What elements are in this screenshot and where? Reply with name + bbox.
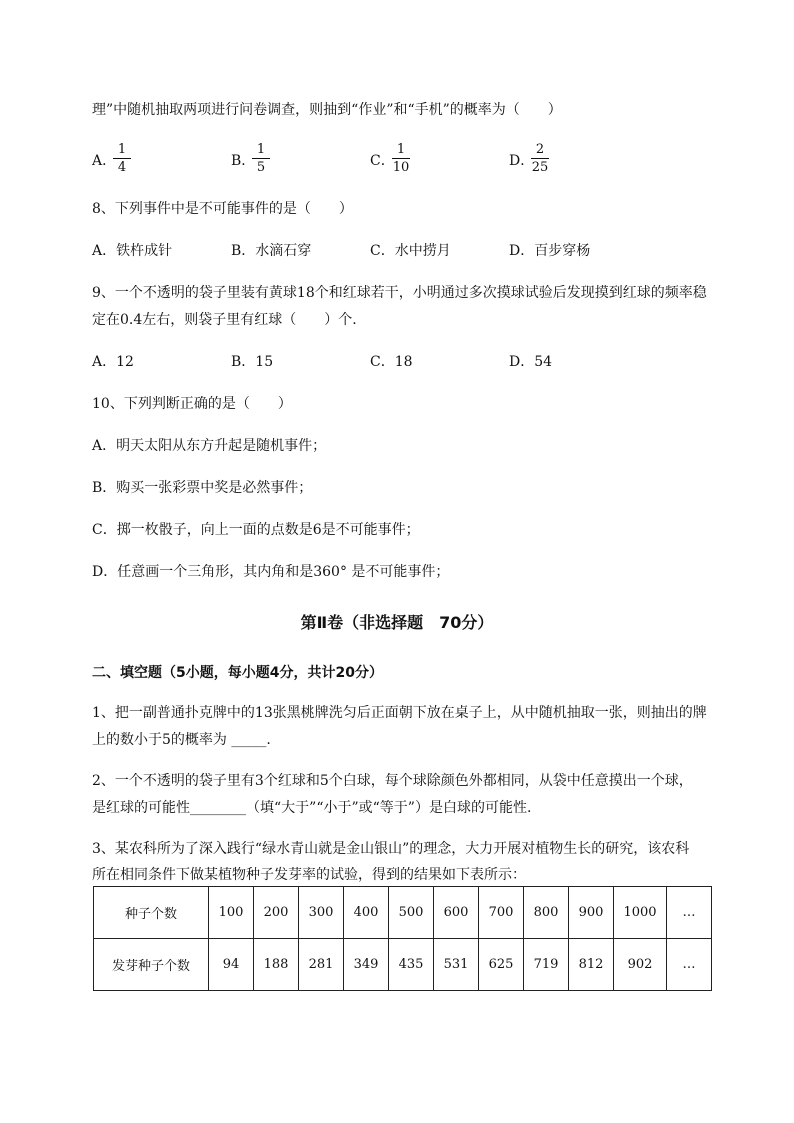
table-cell: 719 (524, 939, 569, 991)
q8-option-b: B．水滴石穿 (231, 243, 312, 259)
table-cell: 188 (254, 939, 299, 991)
q9-option-a: A．12 (92, 354, 134, 370)
table-cell: 900 (569, 887, 614, 939)
germination-table (93, 886, 712, 991)
table-cell: 500 (389, 887, 434, 939)
table-cell: 1000 (614, 887, 667, 939)
section-heading: 二、填空题（5小题，每小题4分，共计20分） (92, 665, 383, 681)
table-cell: 349 (344, 939, 389, 991)
q7-option-a-fraction (110, 142, 134, 175)
row-label-seed-count: 种子个数 (94, 887, 209, 939)
table-cell: 400 (344, 887, 389, 939)
table-cell: 625 (479, 939, 524, 991)
row-label-germinated-count: 发芽种子个数 (94, 939, 209, 991)
q10-stem: 10、下列判断正确的是（ ） (92, 396, 292, 412)
table-cell: 531 (434, 939, 479, 991)
fraction-numerator: 2 (535, 142, 545, 157)
q9-option-d: D．54 (509, 354, 553, 370)
table-cell: 902 (614, 939, 667, 991)
fraction-bar (113, 158, 131, 159)
section-title: 第Ⅱ卷（非选择题 70分） (300, 613, 494, 632)
q8-option-c: C．水中捞月 (370, 243, 451, 259)
fill1-line1: 1、把一副普通扑克牌中的13张黑桃牌洗匀后正面朝下放在桌子上，从中随机抽取一张，则抽出的牌 (92, 705, 707, 721)
table-cell: 281 (299, 939, 344, 991)
table-cell: 700 (479, 887, 524, 939)
q7-option-d-letter: D． (509, 153, 535, 169)
table-row (94, 939, 712, 991)
q8-stem: 8、下列事件中是不可能事件的是（ ） (92, 201, 353, 217)
fraction-numerator: 1 (117, 142, 127, 157)
table-cell: 435 (389, 939, 434, 991)
fraction-denominator: 4 (117, 160, 127, 175)
table-cell: … (667, 939, 712, 991)
q7-option-a-letter: A． (92, 153, 117, 169)
fraction-numerator: 1 (256, 142, 266, 157)
q10-option-d: D．任意画一个三角形，其内角和是360° 是不可能事件； (92, 564, 450, 580)
fraction-denominator: 5 (256, 160, 266, 175)
q8-option-d: D．百步穿杨 (509, 243, 591, 259)
q9-option-b: B．15 (231, 354, 274, 370)
table-cell: 200 (254, 887, 299, 939)
table-cell: 300 (299, 887, 344, 939)
fill3-line2: 所在相同条件下做某植物种子发芽率的试验，得到的结果如下表所示： (92, 867, 526, 883)
table-cell: 800 (524, 887, 569, 939)
q9-stem-line2: 定在0.4左右，则袋子里有红球（ ）个. (92, 312, 357, 328)
q7-option-c-letter: C． (370, 153, 395, 169)
q7-stem-tail: 理”中随机抽取两项进行问卷调查，则抽到“作业”和“手机”的概率为（ ） (92, 102, 562, 118)
q7-option-b-letter: B． (231, 153, 256, 169)
fill1-line2: 上的数小于5的概率为 _____. (92, 732, 271, 748)
q9-stem-line1: 9、一个不透明的袋子里装有黄球18个和红球若干，小明通过多次摸球试验后发现摸到红球的频率稳 (92, 285, 707, 301)
q7-option-b-fraction (249, 142, 273, 175)
fraction-bar (252, 158, 270, 159)
fill2-line1: 2、一个不透明的袋子里有3个红球和5个白球，每个球除颜色外都相同，从袋中任意摸出一个球， (92, 773, 693, 789)
q10-option-a: A．明天太阳从东方升起是随机事件； (92, 438, 327, 454)
fill2-line2: 是红球的可能性________（填“大于”“小于”或“等于”）是白球的可能性. (92, 800, 532, 816)
table-cell: 812 (569, 939, 614, 991)
q9-option-c: C．18 (370, 354, 413, 370)
table-cell: 600 (434, 887, 479, 939)
q7-option-d-fraction (528, 142, 552, 175)
fraction-numerator: 1 (396, 142, 406, 157)
fraction-denominator: 25 (531, 160, 549, 175)
table-cell: … (667, 887, 712, 939)
q10-option-b: B．购买一张彩票中奖是必然事件； (92, 480, 313, 496)
fraction-denominator: 10 (392, 160, 410, 175)
table-row (94, 887, 712, 939)
fraction-bar (531, 158, 549, 159)
table-cell: 94 (209, 939, 254, 991)
q10-option-c: C．掷一枚骰子，向上一面的点数是6是不可能事件； (92, 522, 420, 538)
q8-option-a: A．铁杵成针 (92, 243, 173, 259)
table-cell: 100 (209, 887, 254, 939)
q7-option-c-fraction (389, 142, 413, 175)
fill3-line1: 3、某农科所为了深入践行“绿水青山就是金山银山”的理念，大力开展对植物生长的研究，该农科 (92, 841, 690, 857)
fraction-bar (392, 158, 410, 159)
